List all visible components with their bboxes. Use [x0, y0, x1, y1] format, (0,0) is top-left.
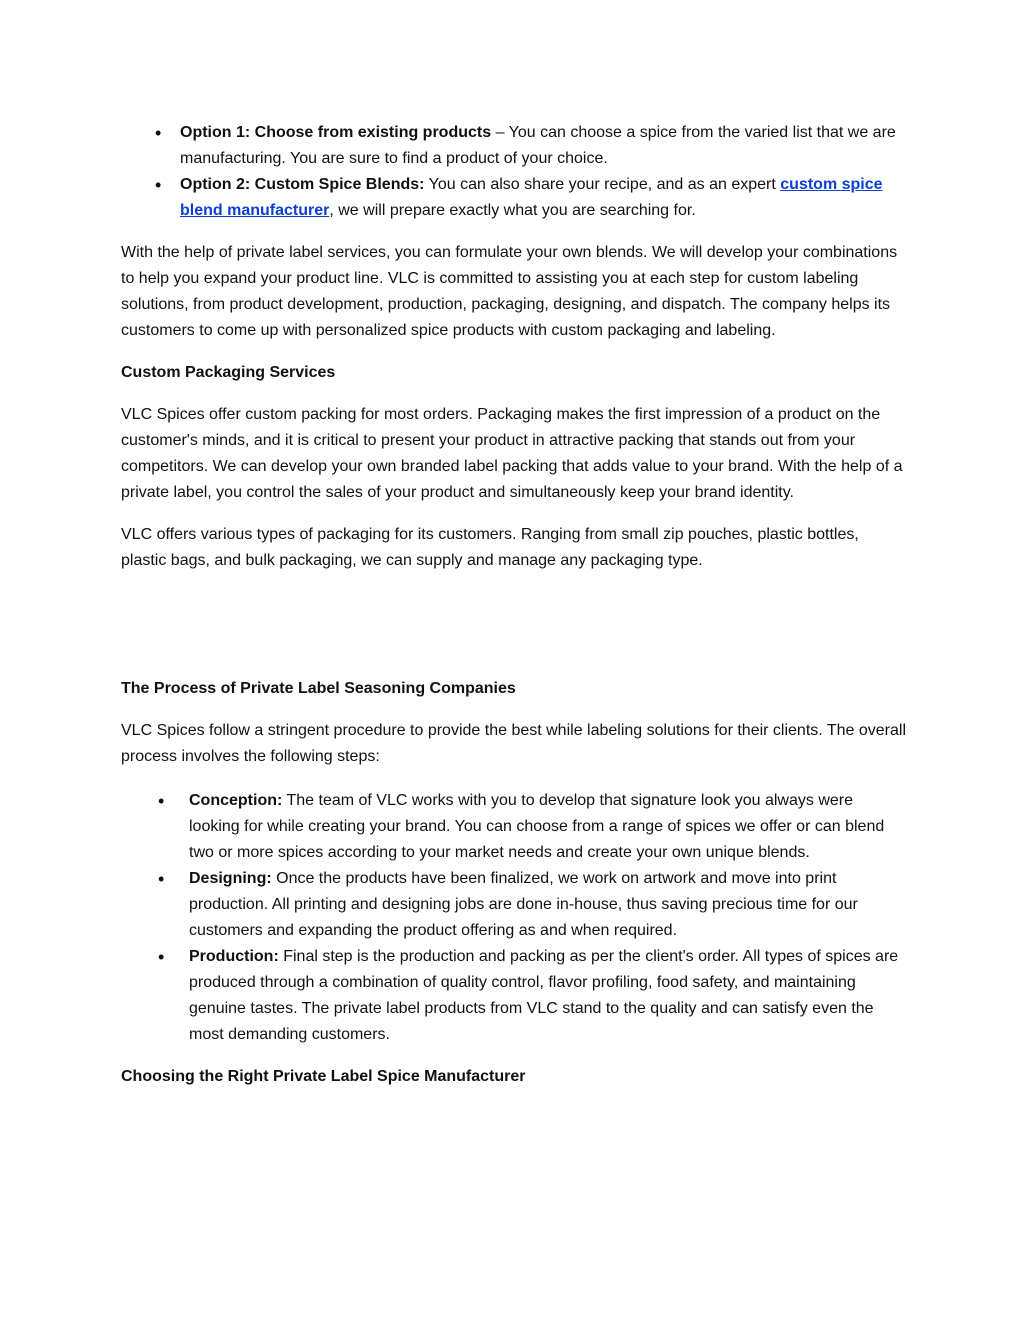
- option-text: You can also share your recipe, and as an expert: [424, 176, 781, 193]
- step-text: Final step is the production and packing as per the client's order. All types of spices are produced through a combination of quality control, flavor profiling, food safety, and maintaining genuine tastes. The private label products from VLC stand to the quality and can satisfy even the most demanding customers.: [189, 948, 899, 1043]
- option-text: – You can choose a spice from the varied list that we are manufacturing. You are sure to find a product of your choice.: [180, 124, 896, 167]
- document-content: [121, 120, 907, 1090]
- step-text: Once the products have been finalized, we work on artwork and move into print production. All printing and designing jobs are done in-house, thus saving precious time for our customers and expanding the product offering as and when required.: [189, 870, 858, 939]
- packaging-paragraph-1: VLC Spices offer custom packing for most orders. Packaging makes the first impression of a product on the customer's minds, and it is critical to present your product in attractive packing that stands out from your competitors. We can develop your own branded label packing that adds value to your brand. With the help of a private label, you control the sales of your product and simultaneously keep your brand identity.: [121, 406, 903, 501]
- step-label: Designing:: [189, 870, 272, 887]
- packaging-paragraph-2: VLC offers various types of packaging for its customers. Ranging from small zip pouches, plastic bottles, plastic bags, and bulk packaging, we can supply and manage any packaging type.: [121, 526, 859, 569]
- option-item-2: [121, 172, 907, 224]
- heading-process: The Process of Private Label Seasoning Companies: [121, 680, 516, 697]
- step-label: Conception:: [189, 792, 283, 809]
- steps-list: [121, 788, 907, 1048]
- step-text: The team of VLC works with you to develop that signature look you always were looking for while creating your brand. You can choose from a range of spices we offer or can blend two or more spices according to your market needs and create your own unique blends.: [189, 792, 885, 861]
- blank-space: [121, 574, 907, 676]
- option-text: , we will prepare exactly what you are searching for.: [329, 202, 696, 219]
- heading-custom-packaging: Custom Packaging Services: [121, 364, 336, 381]
- custom-spice-blend-link[interactable]: custom spice blend manufacturer: [180, 176, 883, 219]
- private-label-paragraph: With the help of private label services, you can formulate your own blends. We will develop your combinations to help you expand your product line. VLC is committed to assisting you at each step for custom labeling solutions, from product development, production, packaging, designing, and dispatch. The company helps its customers to come up with personalized spice products with custom packaging and labeling.: [121, 244, 898, 339]
- option-item-1: [121, 120, 907, 172]
- option-label: Option 1: Choose from existing products: [180, 124, 492, 141]
- heading-choosing-manufacturer: Choosing the Right Private Label Spice Manufacturer: [121, 1068, 526, 1085]
- step-item-production: [121, 944, 907, 1048]
- step-label: Production:: [189, 948, 279, 965]
- option-label: Option 2: Custom Spice Blends:: [180, 176, 425, 193]
- step-item-designing: [121, 866, 907, 944]
- step-item-conception: [121, 788, 907, 866]
- options-list: [121, 120, 907, 224]
- process-paragraph: VLC Spices follow a stringent procedure to provide the best while labeling solutions for their clients. The overall process involves the following steps:: [121, 722, 907, 765]
